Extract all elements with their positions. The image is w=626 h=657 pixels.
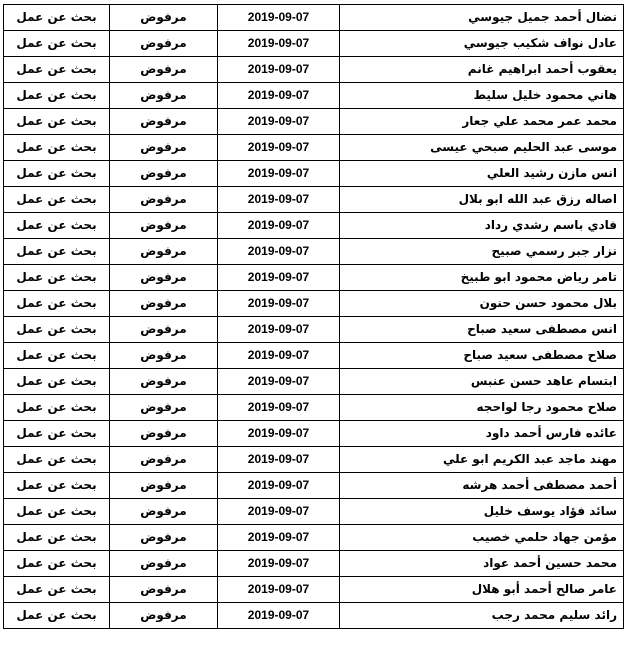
table-row — [4, 31, 624, 57]
name-cell: انس مصطفى سعيد صباح — [340, 317, 624, 343]
date-cell: 2019-09-07 — [218, 369, 340, 395]
result-cell: مرفوض — [110, 265, 218, 291]
name-cell: عادل نواف شكيب جيوسي — [340, 31, 624, 57]
table-row — [4, 499, 624, 525]
date-cell: 2019-09-07 — [218, 317, 340, 343]
date-cell: 2019-09-07 — [218, 83, 340, 109]
name-cell: عامر صالح أحمد أبو هلال — [340, 577, 624, 603]
result-cell: مرفوض — [110, 499, 218, 525]
date-cell: 2019-09-07 — [218, 421, 340, 447]
table-row — [4, 447, 624, 473]
result-cell: مرفوض — [110, 239, 218, 265]
result-cell: مرفوض — [110, 525, 218, 551]
records-table — [3, 4, 624, 629]
result-cell: مرفوض — [110, 161, 218, 187]
name-cell: عائده فارس أحمد داود — [340, 421, 624, 447]
name-cell: ابتسام عاهد حسن عنبس — [340, 369, 624, 395]
date-cell: 2019-09-07 — [218, 447, 340, 473]
table-row — [4, 109, 624, 135]
name-cell: بلال محمود حسن حنون — [340, 291, 624, 317]
status-cell: بحث عن عمل — [4, 31, 110, 57]
status-cell: بحث عن عمل — [4, 135, 110, 161]
status-cell: بحث عن عمل — [4, 447, 110, 473]
result-cell: مرفوض — [110, 291, 218, 317]
result-cell: مرفوض — [110, 603, 218, 629]
name-cell: أحمد مصطفى أحمد هرشه — [340, 473, 624, 499]
table-row — [4, 5, 624, 31]
table-row — [4, 161, 624, 187]
table-row — [4, 343, 624, 369]
name-cell: تامر رياض محمود ابو طبيخ — [340, 265, 624, 291]
result-cell: مرفوض — [110, 57, 218, 83]
status-cell: بحث عن عمل — [4, 291, 110, 317]
name-cell: صلاح محمود رجا لواحجه — [340, 395, 624, 421]
name-cell: موسى عبد الحليم صبحي عيسى — [340, 135, 624, 161]
result-cell: مرفوض — [110, 109, 218, 135]
name-cell: صلاح مصطفى سعيد صباح — [340, 343, 624, 369]
result-cell: مرفوض — [110, 551, 218, 577]
status-cell: بحث عن عمل — [4, 187, 110, 213]
table-row — [4, 265, 624, 291]
name-cell: هاني محمود خليل سليط — [340, 83, 624, 109]
date-cell: 2019-09-07 — [218, 265, 340, 291]
result-cell: مرفوض — [110, 317, 218, 343]
result-cell: مرفوض — [110, 213, 218, 239]
result-cell: مرفوض — [110, 421, 218, 447]
table-row — [4, 577, 624, 603]
name-cell: فادي باسم رشدي رداد — [340, 213, 624, 239]
status-cell: بحث عن عمل — [4, 109, 110, 135]
result-cell: مرفوض — [110, 395, 218, 421]
date-cell: 2019-09-07 — [218, 525, 340, 551]
date-cell: 2019-09-07 — [218, 603, 340, 629]
name-cell: سائد فؤاد يوسف خليل — [340, 499, 624, 525]
status-cell: بحث عن عمل — [4, 343, 110, 369]
status-cell: بحث عن عمل — [4, 265, 110, 291]
status-cell: بحث عن عمل — [4, 369, 110, 395]
date-cell: 2019-09-07 — [218, 577, 340, 603]
result-cell: مرفوض — [110, 5, 218, 31]
date-cell: 2019-09-07 — [218, 343, 340, 369]
status-cell: بحث عن عمل — [4, 525, 110, 551]
table-row — [4, 135, 624, 161]
name-cell: محمد حسين أحمد عواد — [340, 551, 624, 577]
table-row — [4, 83, 624, 109]
status-cell: بحث عن عمل — [4, 57, 110, 83]
date-cell: 2019-09-07 — [218, 395, 340, 421]
name-cell: مؤمن جهاد حلمي خصيب — [340, 525, 624, 551]
result-cell: مرفوض — [110, 31, 218, 57]
result-cell: مرفوض — [110, 369, 218, 395]
status-cell: بحث عن عمل — [4, 5, 110, 31]
date-cell: 2019-09-07 — [218, 57, 340, 83]
date-cell: 2019-09-07 — [218, 291, 340, 317]
name-cell: مهند ماجد عبد الكريم ابو علي — [340, 447, 624, 473]
date-cell: 2019-09-07 — [218, 499, 340, 525]
status-cell: بحث عن عمل — [4, 239, 110, 265]
table-row — [4, 603, 624, 629]
date-cell: 2019-09-07 — [218, 161, 340, 187]
date-cell: 2019-09-07 — [218, 239, 340, 265]
status-cell: بحث عن عمل — [4, 213, 110, 239]
table-row — [4, 473, 624, 499]
table-row — [4, 239, 624, 265]
result-cell: مرفوض — [110, 447, 218, 473]
status-cell: بحث عن عمل — [4, 473, 110, 499]
date-cell: 2019-09-07 — [218, 187, 340, 213]
name-cell: يعقوب أحمد ابراهيم غانم — [340, 57, 624, 83]
result-cell: مرفوض — [110, 577, 218, 603]
date-cell: 2019-09-07 — [218, 473, 340, 499]
result-cell: مرفوض — [110, 473, 218, 499]
result-cell: مرفوض — [110, 83, 218, 109]
table-row — [4, 369, 624, 395]
table-row — [4, 395, 624, 421]
date-cell: 2019-09-07 — [218, 135, 340, 161]
result-cell: مرفوض — [110, 343, 218, 369]
table-row — [4, 525, 624, 551]
status-cell: بحث عن عمل — [4, 317, 110, 343]
table-row — [4, 317, 624, 343]
status-cell: بحث عن عمل — [4, 421, 110, 447]
table-row — [4, 551, 624, 577]
status-cell: بحث عن عمل — [4, 161, 110, 187]
name-cell: نزار جبر رسمي صبيح — [340, 239, 624, 265]
date-cell: 2019-09-07 — [218, 31, 340, 57]
date-cell: 2019-09-07 — [218, 5, 340, 31]
table-row — [4, 421, 624, 447]
table-row — [4, 187, 624, 213]
table-row — [4, 57, 624, 83]
date-cell: 2019-09-07 — [218, 213, 340, 239]
name-cell: محمد عمر محمد علي جعار — [340, 109, 624, 135]
records-table-body — [4, 5, 624, 629]
name-cell: انس مازن رشيد العلي — [340, 161, 624, 187]
table-row — [4, 213, 624, 239]
date-cell: 2019-09-07 — [218, 551, 340, 577]
status-cell: بحث عن عمل — [4, 551, 110, 577]
status-cell: بحث عن عمل — [4, 577, 110, 603]
date-cell: 2019-09-07 — [218, 109, 340, 135]
status-cell: بحث عن عمل — [4, 83, 110, 109]
name-cell: نضال أحمد جميل جيوسي — [340, 5, 624, 31]
status-cell: بحث عن عمل — [4, 603, 110, 629]
status-cell: بحث عن عمل — [4, 499, 110, 525]
name-cell: اصاله رزق عبد الله ابو بلال — [340, 187, 624, 213]
result-cell: مرفوض — [110, 135, 218, 161]
result-cell: مرفوض — [110, 187, 218, 213]
name-cell: رائد سليم محمد رجب — [340, 603, 624, 629]
status-cell: بحث عن عمل — [4, 395, 110, 421]
table-row — [4, 291, 624, 317]
